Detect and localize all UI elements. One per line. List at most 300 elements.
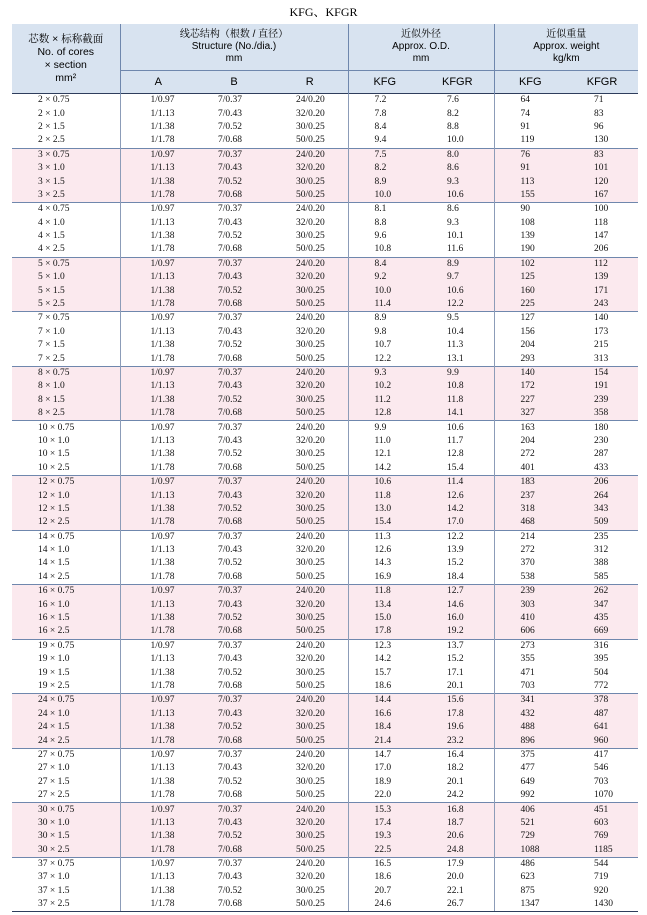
cell-od-kfg: 7.2 xyxy=(348,94,421,108)
cell-structure-b: 7/0.43 xyxy=(196,598,272,611)
cell-od-kfg: 12.8 xyxy=(348,407,421,421)
cell-cores-section: 8 × 2.5 xyxy=(12,407,120,421)
cell-weight-kfg: 239 xyxy=(494,585,566,599)
cell-structure-r: 30/0.25 xyxy=(272,175,348,188)
cell-weight-kfgr: 243 xyxy=(566,298,638,312)
cell-structure-a: 1/1.78 xyxy=(120,680,196,694)
cell-structure-r: 32/0.20 xyxy=(272,489,348,502)
cell-od-kfgr: 12.2 xyxy=(421,298,494,312)
cell-structure-b: 7/0.43 xyxy=(218,763,243,774)
cell-cores-section: 7 × 1.5 xyxy=(38,340,65,351)
cell-weight-kfgr: 147 xyxy=(594,231,609,242)
cell-structure-b: 7/0.68 xyxy=(196,898,272,912)
cell-od-kfg: 10.0 xyxy=(348,284,421,297)
cell-cores-section: 2 × 1.5 xyxy=(38,121,65,132)
cell-od-kfgr: 15.2 xyxy=(447,558,464,569)
cell-structure-b: 7/0.37 xyxy=(196,857,272,871)
cell-structure-b: 7/0.52 xyxy=(218,231,243,242)
cell-cores-section: 12 × 1.5 xyxy=(12,503,120,516)
cell-cores-section: 7 × 1.0 xyxy=(38,326,65,337)
header-od-en: Approx. O.D. xyxy=(392,41,450,52)
cell-structure-a: 1/1.78 xyxy=(120,298,196,312)
cell-od-kfgr: 13.7 xyxy=(421,639,494,653)
cell-od-kfgr: 10.6 xyxy=(421,421,494,435)
cell-structure-b: 7/0.52 xyxy=(196,284,272,297)
cell-structure-r: 50/0.25 xyxy=(272,734,348,748)
header-outer-diameter xyxy=(348,24,494,71)
cell-weight-kfg: 341 xyxy=(494,694,566,708)
cell-structure-r: 32/0.20 xyxy=(296,654,325,665)
cell-cores-section: 37 × 1.5 xyxy=(38,885,70,896)
cell-structure-a: 1/1.13 xyxy=(120,435,196,448)
cell-structure-b: 7/0.68 xyxy=(196,625,272,639)
cell-structure-b: 7/0.43 xyxy=(218,872,243,883)
cell-weight-kfg: 183 xyxy=(494,475,566,489)
cell-od-kfgr: 15.4 xyxy=(447,462,464,473)
header-cores-section xyxy=(12,24,120,94)
cell-structure-a: 1/0.97 xyxy=(120,312,196,326)
cell-structure-r: 50/0.25 xyxy=(296,353,325,364)
cell-structure-r: 24/0.20 xyxy=(272,366,348,380)
cell-od-kfgr: 8.8 xyxy=(447,121,459,132)
cell-structure-r: 32/0.20 xyxy=(272,380,348,393)
cell-structure-r: 24/0.20 xyxy=(272,694,348,708)
cell-od-kfg: 22.0 xyxy=(348,789,421,803)
cell-od-kfgr: 10.8 xyxy=(421,380,494,393)
table-row xyxy=(12,530,638,544)
cell-od-kfg: 13.4 xyxy=(348,598,421,611)
cell-weight-kfg: 1347 xyxy=(494,898,566,912)
cell-weight-kfg: 74 xyxy=(494,107,566,120)
cell-weight-kfgr: 239 xyxy=(566,394,638,407)
table-header xyxy=(12,24,638,94)
cell-od-kfg: 9.4 xyxy=(348,134,421,148)
cell-weight-kfgr: 206 xyxy=(566,475,638,489)
cell-weight-kfgr: 772 xyxy=(594,680,609,691)
cell-cores-section: 14 × 0.75 xyxy=(12,530,120,544)
cell-od-kfgr: 8.2 xyxy=(447,108,459,119)
cell-od-kfg: 10.6 xyxy=(348,475,421,489)
cell-structure-r: 30/0.25 xyxy=(272,830,348,843)
cell-weight-kfg: 992 xyxy=(494,789,566,803)
cell-weight-kfgr: 546 xyxy=(594,763,609,774)
cell-structure-b: 7/0.52 xyxy=(218,558,243,569)
cell-structure-a: 1/1.38 xyxy=(120,885,196,898)
cell-weight-kfgr: 96 xyxy=(594,121,604,132)
cell-structure-b: 7/0.52 xyxy=(196,175,272,188)
cell-od-kfg: 21.4 xyxy=(348,734,421,748)
cell-structure-a: 1/1.78 xyxy=(120,407,196,421)
cell-cores-section: 19 × 0.75 xyxy=(12,639,120,653)
cell-od-kfgr: 9.7 xyxy=(421,271,494,284)
cell-weight-kfg: 155 xyxy=(494,189,566,203)
cell-weight-kfg: 486 xyxy=(494,857,566,871)
cell-structure-a: 1/1.13 xyxy=(120,762,196,775)
table-row xyxy=(12,134,638,148)
cell-structure-r: 50/0.25 xyxy=(296,680,325,691)
cell-structure-a: 1/1.13 xyxy=(120,817,196,830)
table-row xyxy=(12,871,638,884)
cell-structure-b: 7/0.43 xyxy=(196,489,272,502)
cell-weight-kfg: 896 xyxy=(494,734,566,748)
cell-structure-a: 1/1.78 xyxy=(120,189,196,203)
cell-weight-kfg: 91 xyxy=(494,162,566,175)
cell-od-kfg: 8.8 xyxy=(348,217,421,230)
cell-structure-r: 30/0.25 xyxy=(272,284,348,297)
cell-od-kfgr: 20.6 xyxy=(421,830,494,843)
cell-weight-kfg: 272 xyxy=(494,448,566,461)
cell-weight-kfg: 214 xyxy=(494,530,566,544)
cell-structure-a: 1/1.78 xyxy=(120,134,196,148)
cell-od-kfgr: 10.0 xyxy=(447,135,464,146)
cell-structure-r: 24/0.20 xyxy=(272,421,348,435)
cell-weight-kfgr: 101 xyxy=(566,162,638,175)
table-row xyxy=(12,734,638,748)
cell-structure-a: 1/1.78 xyxy=(120,898,196,912)
cell-cores-section: 7 × 2.5 xyxy=(38,353,65,364)
cell-weight-kfgr: 504 xyxy=(594,667,609,678)
table-row xyxy=(12,175,638,188)
cell-structure-b: 7/0.43 xyxy=(218,545,243,556)
table-row xyxy=(12,898,638,912)
cell-od-kfgr: 19.6 xyxy=(421,721,494,734)
subheader-weight-kfgr: KFGR xyxy=(566,71,638,94)
cell-weight-kfg: 204 xyxy=(494,339,566,352)
cell-structure-b: 7/0.68 xyxy=(196,407,272,421)
cell-od-kfgr: 12.7 xyxy=(421,585,494,599)
cell-od-kfg: 18.6 xyxy=(348,680,421,694)
cell-od-kfgr: 18.7 xyxy=(421,817,494,830)
cell-structure-b: 7/0.68 xyxy=(218,135,243,146)
cell-od-kfg: 9.9 xyxy=(348,421,421,435)
subheader-od-kfg: KFG xyxy=(348,71,421,94)
cell-od-kfg: 15.0 xyxy=(348,612,421,625)
cell-structure-r: 50/0.25 xyxy=(272,898,348,912)
cell-weight-kfgr: 171 xyxy=(566,284,638,297)
cell-weight-kfg: 163 xyxy=(494,421,566,435)
cell-weight-kfgr: 417 xyxy=(566,748,638,762)
cell-od-kfgr: 11.4 xyxy=(421,475,494,489)
cell-weight-kfgr: 191 xyxy=(566,380,638,393)
subheader-a: A xyxy=(120,71,196,94)
cell-weight-kfgr: 118 xyxy=(594,217,608,228)
cell-od-kfg: 7.8 xyxy=(348,107,421,120)
cell-cores-section: 19 × 1.5 xyxy=(38,667,70,678)
cell-weight-kfgr: 173 xyxy=(594,326,609,337)
cell-weight-kfgr: 451 xyxy=(566,803,638,817)
cell-structure-a: 1/1.78 xyxy=(120,516,196,530)
cell-structure-r: 50/0.25 xyxy=(272,516,348,530)
cell-od-kfg: 20.7 xyxy=(348,885,421,898)
cell-structure-b: 7/0.52 xyxy=(196,830,272,843)
cell-weight-kfg: 90 xyxy=(494,203,566,217)
cell-structure-r: 50/0.25 xyxy=(272,189,348,203)
cell-od-kfg: 7.5 xyxy=(348,148,421,162)
cell-od-kfg: 8.4 xyxy=(348,121,421,134)
cell-cores-section: 27 × 1.5 xyxy=(38,776,70,787)
cell-weight-kfg: 477 xyxy=(494,762,566,775)
cell-structure-a: 1/1.13 xyxy=(120,107,196,120)
cell-structure-r: 30/0.25 xyxy=(296,885,325,896)
cell-weight-kfgr: 316 xyxy=(566,639,638,653)
cell-structure-r: 30/0.25 xyxy=(272,394,348,407)
cell-structure-r: 30/0.25 xyxy=(296,667,325,678)
cell-weight-kfgr: 544 xyxy=(566,857,638,871)
cell-od-kfgr: 20.1 xyxy=(447,776,464,787)
cell-structure-a: 1/1.78 xyxy=(120,243,196,257)
cell-od-kfg: 11.2 xyxy=(348,394,421,407)
cell-od-kfgr: 8.0 xyxy=(421,148,494,162)
cell-od-kfg: 11.8 xyxy=(348,585,421,599)
cell-weight-kfgr: 487 xyxy=(566,708,638,721)
table-row xyxy=(12,557,638,570)
table-row xyxy=(12,612,638,625)
table-row xyxy=(12,339,638,352)
cell-od-kfg: 15.3 xyxy=(348,803,421,817)
cell-od-kfg: 24.6 xyxy=(348,898,421,912)
cell-structure-b: 7/0.52 xyxy=(218,121,243,132)
cell-weight-kfg: 703 xyxy=(494,680,566,694)
cell-structure-a: 1/1.38 xyxy=(120,284,196,297)
cell-od-kfg: 8.9 xyxy=(348,175,421,188)
cell-od-kfg: 9.8 xyxy=(348,326,421,339)
cell-structure-r: 32/0.20 xyxy=(296,545,325,556)
cell-structure-a: 1/0.97 xyxy=(120,857,196,871)
cell-structure-b: 7/0.43 xyxy=(218,217,243,228)
table-row xyxy=(12,352,638,366)
table-row xyxy=(12,448,638,461)
cell-od-kfgr: 15.6 xyxy=(421,694,494,708)
cell-cores-section: 30 × 1.0 xyxy=(12,817,120,830)
cell-od-kfg: 10.8 xyxy=(348,243,421,257)
cell-structure-r: 24/0.20 xyxy=(272,803,348,817)
table-row xyxy=(12,394,638,407)
header-structure-unit: mm xyxy=(225,53,243,64)
cell-structure-a: 1/1.13 xyxy=(120,217,196,230)
cell-structure-b: 7/0.68 xyxy=(218,571,243,582)
cell-structure-b: 7/0.37 xyxy=(196,312,272,326)
cell-weight-kfgr: 140 xyxy=(566,312,638,326)
cell-structure-a: 1/0.97 xyxy=(120,203,196,217)
cell-od-kfgr: 12.6 xyxy=(421,489,494,502)
cell-structure-r: 24/0.20 xyxy=(272,148,348,162)
table-row xyxy=(12,803,638,817)
cell-cores-section: 8 × 0.75 xyxy=(12,366,120,380)
table-row xyxy=(12,885,638,898)
cell-cores-section: 12 × 2.5 xyxy=(12,516,120,530)
cell-structure-r: 24/0.20 xyxy=(272,312,348,326)
cell-weight-kfgr: 264 xyxy=(566,489,638,502)
cell-cores-section: 12 × 1.0 xyxy=(12,489,120,502)
cell-od-kfg: 8.1 xyxy=(348,203,421,217)
header-weight-zh: 近似重量 xyxy=(546,29,587,40)
cell-structure-r: 30/0.25 xyxy=(296,121,325,132)
cell-weight-kfgr: 312 xyxy=(594,545,609,556)
cell-cores-section: 27 × 1.0 xyxy=(38,763,70,774)
cell-structure-a: 1/1.38 xyxy=(120,557,196,570)
cell-cores-section: 10 × 1.0 xyxy=(38,435,70,446)
table-row xyxy=(12,257,638,271)
cell-od-kfgr: 9.9 xyxy=(421,366,494,380)
cell-weight-kfgr: 641 xyxy=(566,721,638,734)
cell-od-kfg: 11.3 xyxy=(348,530,421,544)
cell-structure-a: 1/1.38 xyxy=(120,666,196,679)
cell-cores-section: 16 × 1.0 xyxy=(12,598,120,611)
cell-weight-kfg: 729 xyxy=(494,830,566,843)
cell-od-kfgr: 20.0 xyxy=(447,872,464,883)
cell-structure-b: 7/0.37 xyxy=(196,639,272,653)
cell-od-kfgr: 8.6 xyxy=(421,162,494,175)
cell-structure-a: 1/1.78 xyxy=(120,462,196,476)
cell-cores-section: 3 × 2.5 xyxy=(12,189,120,203)
cell-cores-section: 8 × 1.0 xyxy=(12,380,120,393)
cell-cores-section: 24 × 1.5 xyxy=(12,721,120,734)
cell-weight-kfg: 318 xyxy=(494,503,566,516)
cell-od-kfgr: 10.6 xyxy=(421,284,494,297)
cell-structure-r: 24/0.20 xyxy=(272,857,348,871)
cell-weight-kfgr: 1430 xyxy=(566,898,638,912)
cell-od-kfg: 15.7 xyxy=(348,666,421,679)
cell-structure-a: 1/1.13 xyxy=(120,326,196,339)
cell-structure-b: 7/0.43 xyxy=(196,271,272,284)
cell-structure-r: 30/0.25 xyxy=(296,231,325,242)
header-od-zh: 近似外径 xyxy=(401,29,442,40)
subheader-r: R xyxy=(272,71,348,94)
cell-weight-kfg: 649 xyxy=(494,776,566,789)
cell-weight-kfg: 606 xyxy=(494,625,566,639)
table-row xyxy=(12,462,638,476)
cell-structure-a: 1/1.78 xyxy=(120,352,196,366)
cell-structure-r: 24/0.20 xyxy=(272,585,348,599)
cell-structure-b: 7/0.68 xyxy=(218,244,243,255)
cell-structure-b: 7/0.68 xyxy=(196,734,272,748)
cell-weight-kfgr: 230 xyxy=(594,435,609,446)
cell-od-kfg: 18.4 xyxy=(348,721,421,734)
cell-cores-section: 14 × 2.5 xyxy=(38,571,70,582)
cell-od-kfg: 16.6 xyxy=(348,708,421,721)
cell-structure-b: 7/0.52 xyxy=(218,340,243,351)
cell-od-kfgr: 17.1 xyxy=(447,667,464,678)
table-row xyxy=(12,653,638,666)
cell-structure-b: 7/0.68 xyxy=(218,462,243,473)
cell-weight-kfg: 303 xyxy=(494,598,566,611)
cell-cores-section: 37 × 2.5 xyxy=(12,898,120,912)
cell-od-kfg: 17.0 xyxy=(348,762,421,775)
table-row xyxy=(12,435,638,448)
cable-spec-table xyxy=(12,24,638,912)
cell-structure-r: 30/0.25 xyxy=(296,340,325,351)
cell-structure-r: 30/0.25 xyxy=(296,449,325,460)
cell-structure-a: 1/1.13 xyxy=(120,489,196,502)
table-body xyxy=(12,94,638,912)
cell-od-kfg: 11.0 xyxy=(348,435,421,448)
cell-cores-section: 3 × 0.75 xyxy=(12,148,120,162)
cell-weight-kfg: 227 xyxy=(494,394,566,407)
cell-structure-r: 32/0.20 xyxy=(272,817,348,830)
cell-cores-section: 14 × 1.0 xyxy=(38,545,70,556)
cell-structure-a: 1/1.13 xyxy=(120,544,196,557)
cell-structure-a: 1/1.38 xyxy=(120,830,196,843)
cell-structure-b: 7/0.37 xyxy=(196,421,272,435)
table-row xyxy=(12,571,638,585)
table-row xyxy=(12,312,638,326)
table-row xyxy=(12,162,638,175)
cell-od-kfgr: 13.1 xyxy=(447,353,464,364)
cell-od-kfg: 9.6 xyxy=(348,230,421,243)
table-row xyxy=(12,489,638,502)
cell-structure-a: 1/1.38 xyxy=(120,612,196,625)
cell-od-kfgr: 11.8 xyxy=(421,394,494,407)
cell-cores-section: 4 × 0.75 xyxy=(12,203,120,217)
cell-structure-r: 24/0.20 xyxy=(272,203,348,217)
cell-od-kfgr: 17.8 xyxy=(421,708,494,721)
cell-od-kfg: 14.3 xyxy=(348,557,421,570)
cell-structure-b: 7/0.52 xyxy=(218,885,243,896)
cell-od-kfgr: 15.2 xyxy=(447,654,464,665)
cell-od-kfgr: 17.0 xyxy=(421,516,494,530)
cell-od-kfg: 16.5 xyxy=(348,857,421,871)
table-row xyxy=(12,421,638,435)
cell-od-kfg: 17.4 xyxy=(348,817,421,830)
cell-structure-r: 32/0.20 xyxy=(296,108,325,119)
cell-weight-kfg: 160 xyxy=(494,284,566,297)
cell-structure-r: 50/0.25 xyxy=(272,625,348,639)
table-row xyxy=(12,366,638,380)
cell-weight-kfgr: 235 xyxy=(566,530,638,544)
cell-cores-section: 10 × 1.5 xyxy=(38,449,70,460)
cell-weight-kfgr: 83 xyxy=(594,108,604,119)
cell-weight-kfg: 410 xyxy=(494,612,566,625)
cell-structure-a: 1/1.38 xyxy=(120,230,196,243)
cell-od-kfg: 12.2 xyxy=(348,352,421,366)
cell-od-kfg: 17.8 xyxy=(348,625,421,639)
cell-od-kfg: 14.2 xyxy=(348,462,421,476)
cell-weight-kfg: 140 xyxy=(494,366,566,380)
cell-cores-section: 30 × 1.5 xyxy=(12,830,120,843)
header-structure-en: Structure (No./dia.) xyxy=(191,41,277,52)
cell-structure-a: 1/0.97 xyxy=(120,257,196,271)
cell-structure-b: 7/0.68 xyxy=(196,298,272,312)
cell-structure-b: 7/0.37 xyxy=(196,203,272,217)
cell-weight-kfg: 113 xyxy=(494,175,566,188)
cell-structure-a: 1/1.38 xyxy=(120,448,196,461)
cell-structure-a: 1/1.13 xyxy=(120,871,196,884)
cell-od-kfg: 10.0 xyxy=(348,189,421,203)
cell-od-kfgr: 14.1 xyxy=(421,407,494,421)
cell-structure-a: 1/1.78 xyxy=(120,571,196,585)
cell-structure-b: 7/0.68 xyxy=(218,353,243,364)
cell-weight-kfg: 406 xyxy=(494,803,566,817)
cell-od-kfgr: 17.9 xyxy=(421,857,494,871)
cell-weight-kfgr: 100 xyxy=(566,203,638,217)
cell-structure-a: 1/1.38 xyxy=(120,776,196,789)
cell-weight-kfgr: 347 xyxy=(566,598,638,611)
cell-structure-a: 1/0.97 xyxy=(120,475,196,489)
cell-structure-a: 1/1.38 xyxy=(120,175,196,188)
table-row xyxy=(12,298,638,312)
cell-od-kfg: 13.0 xyxy=(348,503,421,516)
cell-structure-b: 7/0.68 xyxy=(218,680,243,691)
cell-structure-r: 32/0.20 xyxy=(296,435,325,446)
cell-cores-section: 10 × 0.75 xyxy=(12,421,120,435)
cell-weight-kfg: 468 xyxy=(494,516,566,530)
cell-structure-b: 7/0.52 xyxy=(218,776,243,787)
cell-structure-a: 1/0.97 xyxy=(120,803,196,817)
cell-cores-section: 4 × 1.5 xyxy=(38,231,65,242)
header-weight xyxy=(494,24,638,71)
cell-structure-b: 7/0.37 xyxy=(196,585,272,599)
cell-od-kfgr: 19.2 xyxy=(421,625,494,639)
